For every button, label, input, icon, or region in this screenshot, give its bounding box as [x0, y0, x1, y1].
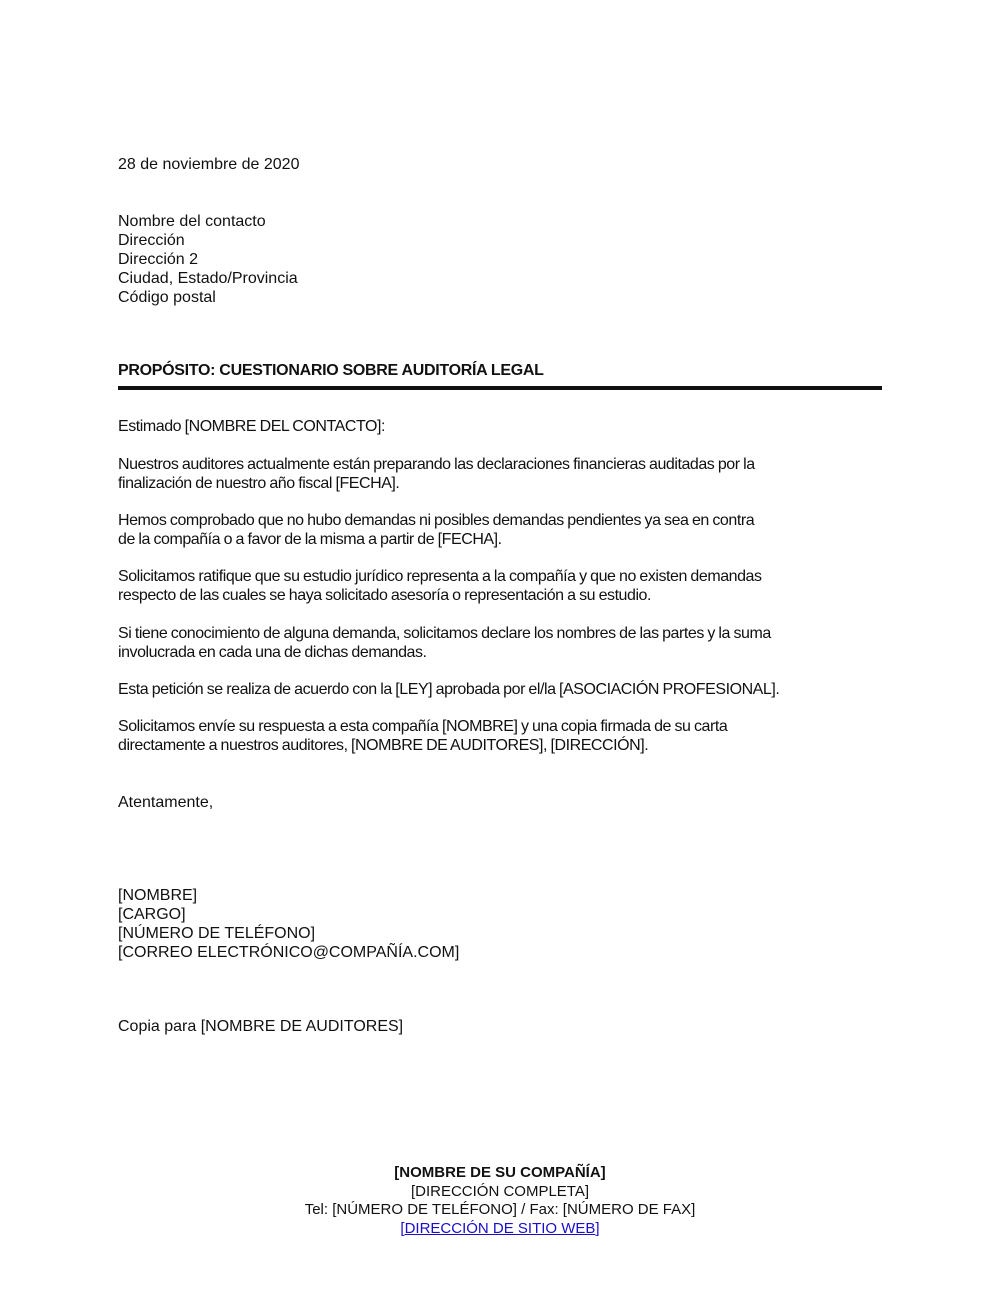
recipient-address-block [118, 212, 298, 307]
footer-website-link[interactable]: [DIRECCIÓN DE SITIO WEB] [400, 1219, 600, 1237]
footer [0, 1164, 1000, 1238]
letter-date: 28 de noviembre de 2020 [118, 156, 300, 173]
paragraph-line: directamente a nuestros auditores, [NOMBRE DE AUDITORES], [DIRECCIÓN]. [118, 737, 649, 754]
recipient-postal-code: Código postal [118, 289, 216, 306]
paragraph-line: de la compañía o a favor de la misma a partir de [FECHA]. [118, 531, 502, 548]
footer-company-name: [NOMBRE DE SU COMPAÑÍA] [394, 1164, 606, 1181]
signature-phone: [NÚMERO DE TELÉFONO] [118, 925, 316, 942]
salutation: Estimado [NOMBRE DEL CONTACTO]: [118, 418, 385, 435]
paragraph-line: Solicitamos ratifique que su estudio jurídico representa a la compañía y que no existen demandas [118, 568, 762, 585]
signature-block [118, 886, 459, 962]
paragraph-line: Esta petición se realiza de acuerdo con la [LEY] aprobada por el/la [ASOCIACIÓN PROFESIONAL]. [118, 681, 780, 698]
paragraph-4 [118, 624, 771, 662]
closing: Atentamente, [118, 794, 214, 811]
paragraph-line: finalización de nuestro año fiscal [FECHA]. [118, 475, 400, 492]
footer-address: [DIRECCIÓN COMPLETA] [410, 1182, 590, 1200]
signature-email: [CORREO ELECTRÓNICO@COMPAÑÍA.COM] [118, 944, 460, 961]
paragraph-5 [118, 680, 779, 699]
recipient-name: Nombre del contacto [118, 213, 266, 230]
subject-line: PROPÓSITO: CUESTIONARIO SOBRE AUDITORÍA LEGAL [118, 362, 544, 379]
paragraph-line: Hemos comprobado que no hubo demandas ni posibles demandas pendientes ya sea en contra [118, 512, 755, 529]
paragraph-2 [118, 511, 754, 549]
paragraph-line: Nuestros auditores actualmente están preparando las declaraciones financieras auditadas por la [118, 456, 755, 473]
cc-line: Copia para [NOMBRE DE AUDITORES] [118, 1018, 404, 1035]
paragraph-line: Solicitamos envíe su respuesta a esta compañía [NOMBRE] y una copia firmada de su carta [118, 718, 728, 735]
paragraph-6 [118, 717, 727, 755]
signature-name: [NOMBRE] [118, 887, 198, 904]
paragraph-1 [118, 455, 755, 493]
recipient-address1: Dirección [118, 232, 185, 249]
recipient-city-state: Ciudad, Estado/Provincia [118, 270, 298, 287]
footer-contact: Tel: [NÚMERO DE TELÉFONO] / Fax: [NÚMERO DE FAX] [304, 1201, 696, 1218]
recipient-address2: Dirección 2 [118, 251, 199, 268]
signature-title: [CARGO] [118, 906, 186, 923]
paragraph-3 [118, 567, 762, 605]
paragraph-line: respecto de las cuales se haya solicitado asesoría o representación a su estudio. [118, 587, 652, 604]
paragraph-line: Si tiene conocimiento de alguna demanda, solicitamos declare los nombres de las partes y la suma [118, 625, 771, 642]
subject-divider [118, 386, 882, 390]
paragraph-line: involucrada en cada una de dichas demandas. [118, 644, 427, 661]
